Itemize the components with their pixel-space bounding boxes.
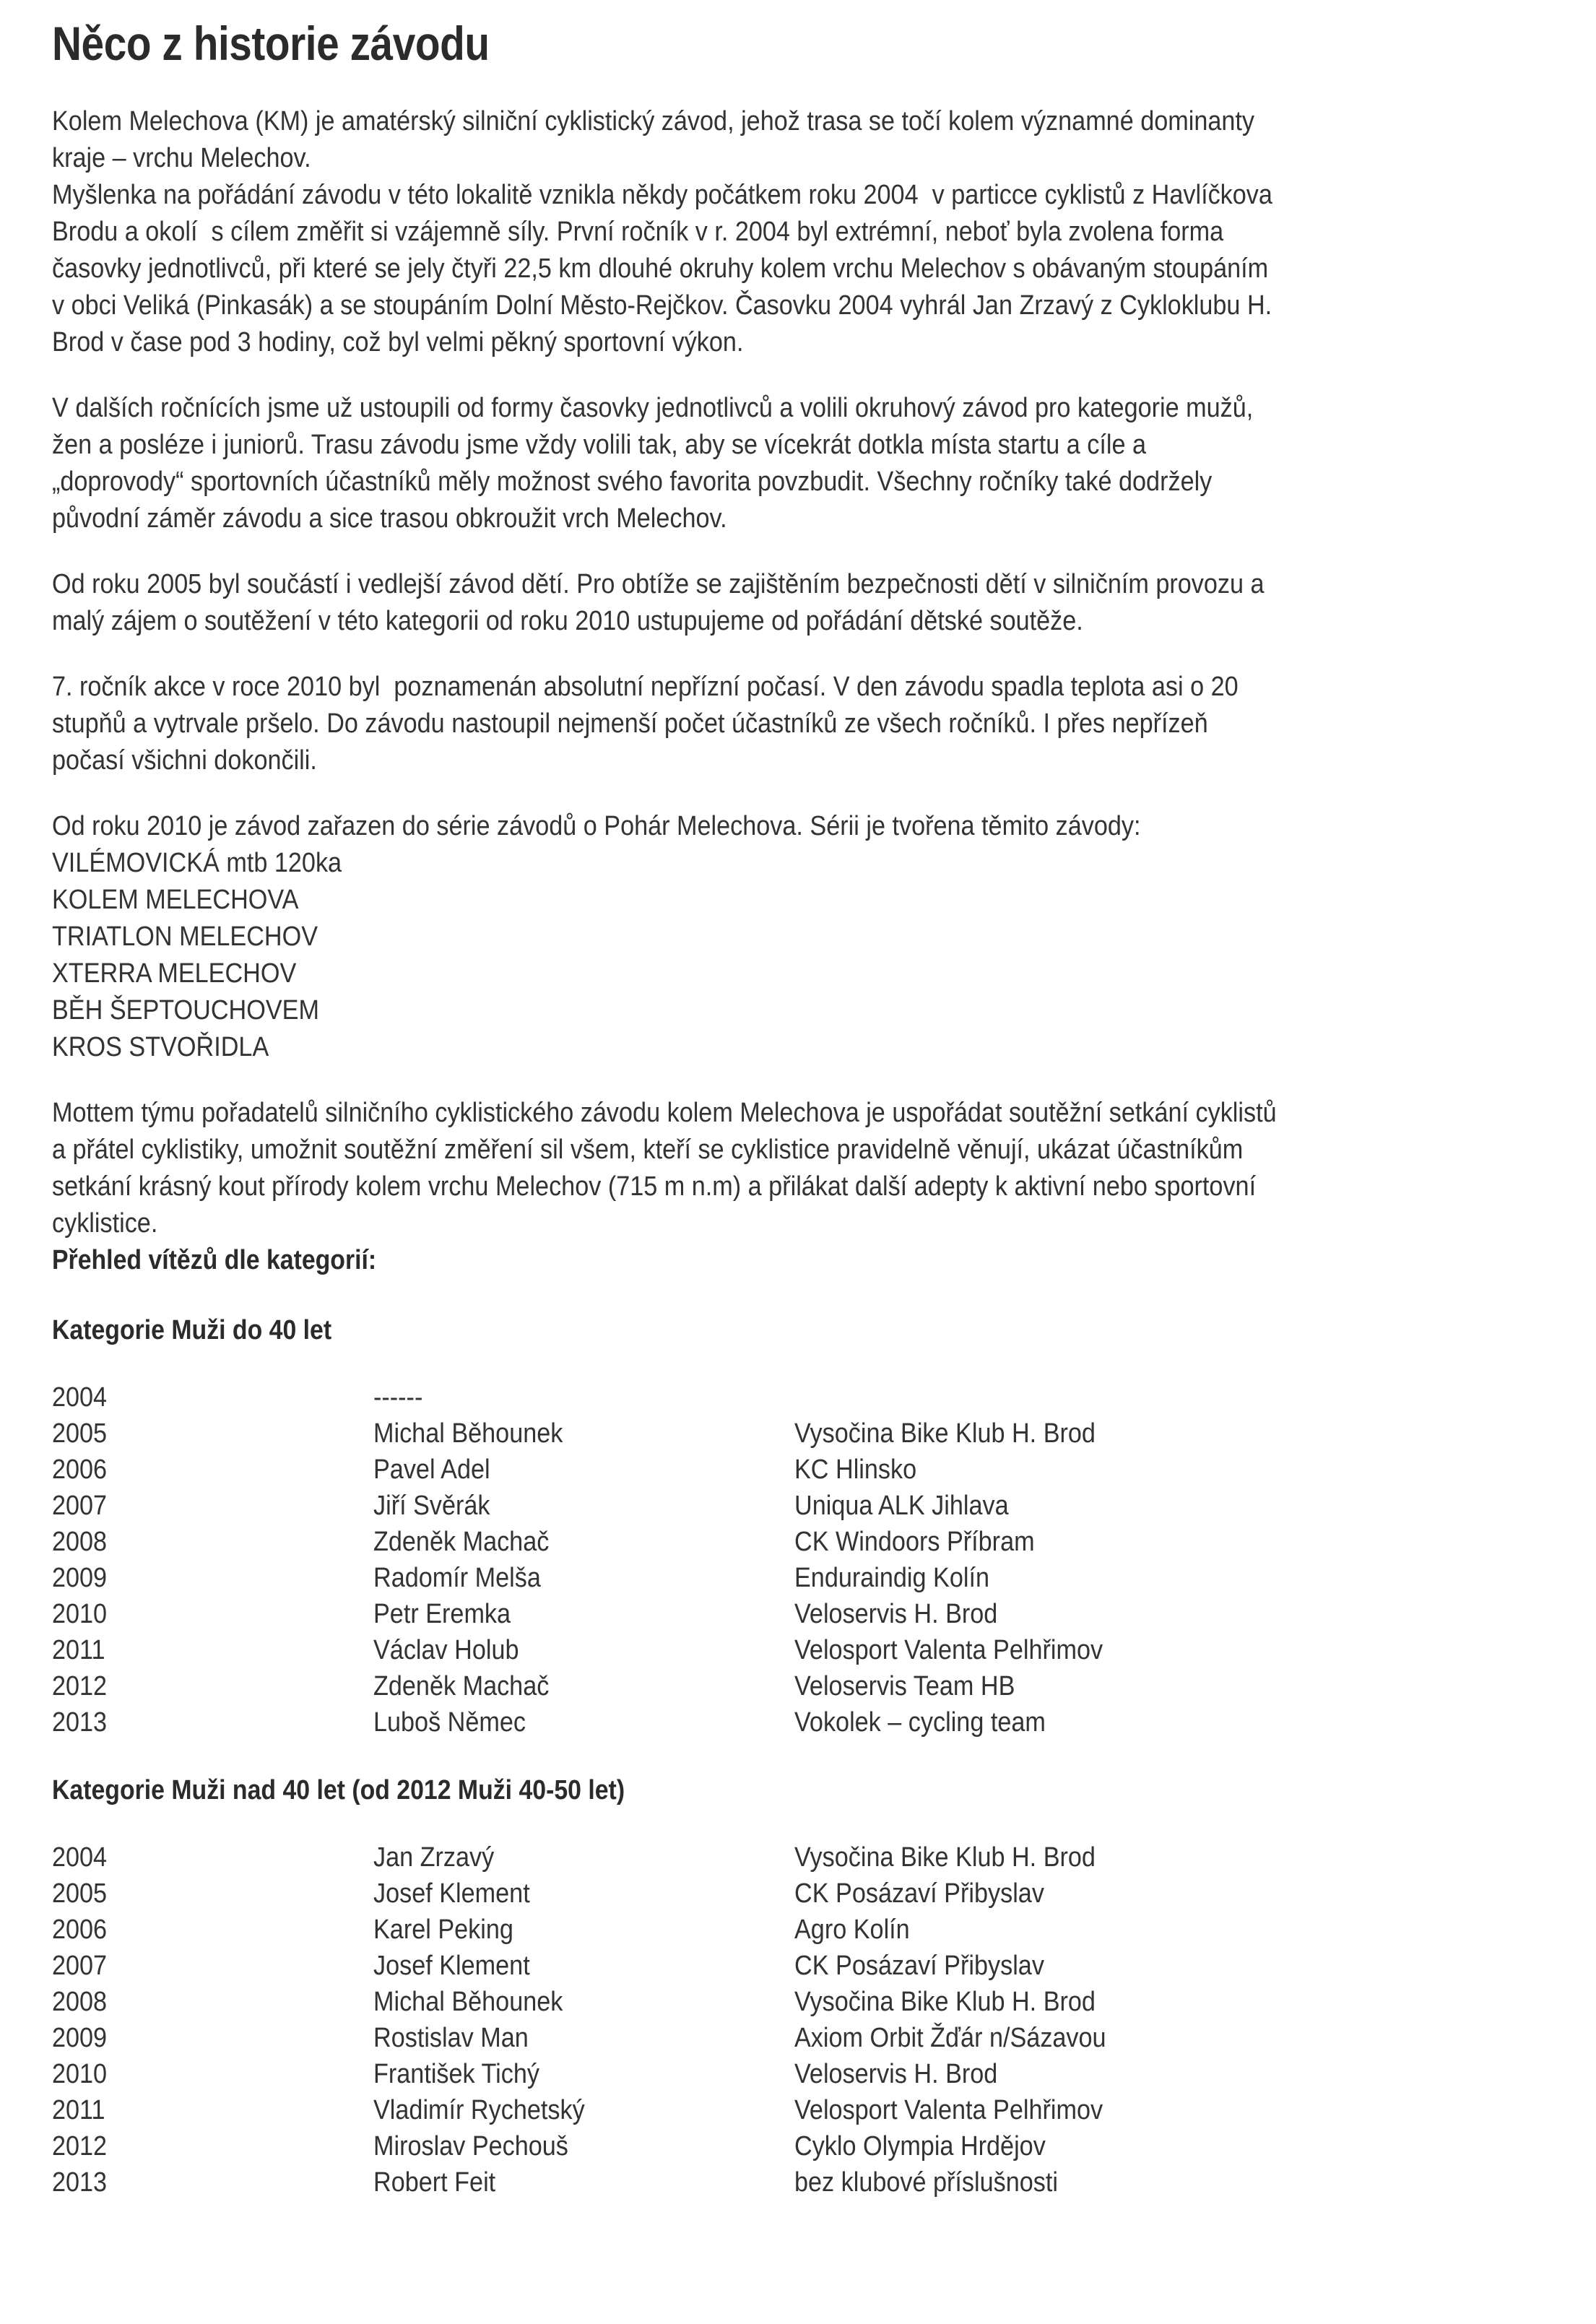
cell-year (52, 1984, 373, 2020)
table-row (52, 2164, 1280, 2201)
table-row (52, 2128, 1280, 2164)
cell-winner-name (373, 2020, 794, 2056)
list-item: VILÉMOVICKÁ mtb 120ka (52, 848, 342, 879)
cell-club (794, 1912, 1280, 1948)
cell-winner-name-text: Vladimír Rychetský (373, 2095, 585, 2126)
cell-winner-name (373, 1452, 794, 1488)
cell-winner-name (373, 1984, 794, 2020)
results-table-body (52, 1379, 1280, 1740)
cell-club (794, 2128, 1280, 2164)
table-row (52, 2056, 1280, 2092)
cell-club (794, 1415, 1280, 1452)
cell-winner-name-text: Josef Klement (373, 1878, 530, 1909)
text-line: časovky jednotlivců, při které se jely čtyři 22,5 km dlouhé okruhy kolem vrchu Melechov s obávaným stoupáním (52, 253, 1269, 285)
cell-winner-name-text: Jiří Svěrák (373, 1491, 490, 1522)
cell-year-text: 2008 (52, 1987, 108, 2018)
cell-winner-name-text: Michal Běhounek (373, 1987, 563, 2018)
text-line: Brod v čase pod 3 hodiny, což byl velmi pěkný sportovní výkon. (52, 327, 744, 358)
cell-winner-name (373, 1876, 794, 1912)
text-line: V dalších ročnících jsme už ustoupili od formy časovky jednotlivců a volili okruhový závod pro kategorie mužů, (52, 393, 1254, 424)
cell-club-text: Vokolek – cycling team (794, 1707, 1046, 1738)
cell-year (52, 1596, 373, 1632)
cell-winner-name-text: Zdeněk Machač (373, 1671, 550, 1702)
cell-winner-name-text: ------ (373, 1382, 423, 1413)
table-row (52, 1379, 1280, 1415)
cell-club-text: Axiom Orbit Žďár n/Sázavou (794, 2023, 1106, 2054)
cell-winner-name-text: Luboš Němec (373, 1707, 526, 1738)
cell-winner-name-text: Zdeněk Machač (373, 1527, 550, 1558)
cell-year (52, 1415, 373, 1452)
table-row (52, 1668, 1280, 1704)
paragraph-children-race (52, 566, 1384, 640)
cell-year (52, 1876, 373, 1912)
text-line: žen a posléze i juniorů. Trasu závodu jsme vždy volili tak, aby se vícekrát dotkla místa startu a cíle a (52, 430, 1146, 461)
cell-club (794, 1452, 1280, 1488)
text-line: setkání krásný kout přírody kolem vrchu Melechov (715 m n.m) a přilákat další adepty k aktivní nebo sportovní (52, 1171, 1257, 1202)
cell-winner-name-text: Radomír Melša (373, 1563, 541, 1594)
list-item: KOLEM MELECHOVA (52, 885, 299, 916)
table-row (52, 1839, 1280, 1876)
cell-year-text: 2012 (52, 1671, 108, 1702)
list-item: XTERRA MELECHOV (52, 958, 297, 989)
cell-winner-name-text: Jan Zrzavý (373, 1842, 495, 1873)
cell-year (52, 1704, 373, 1740)
cell-club-text: KC Hlinsko (794, 1454, 917, 1486)
table-row (52, 1524, 1280, 1560)
cell-year (52, 2020, 373, 2056)
list-item: BĚH ŠEPTOUCHOVEM (52, 995, 319, 1026)
cell-club (794, 2164, 1280, 2201)
text-line: Myšlenka na pořádání závodu v této lokalitě vznikla někdy počátkem roku 2004 v particce cyklistů z Havlíčkova (52, 180, 1272, 211)
cell-club-text: Agro Kolín (794, 1915, 910, 1946)
cell-club (794, 2056, 1280, 2092)
cell-club (794, 1379, 1280, 1415)
cell-year (52, 1839, 373, 1876)
cell-winner-name (373, 1839, 794, 1876)
cell-club (794, 1876, 1280, 1912)
text-line: „doprovody“ sportovních účastníků měly možnost svého favorita povzbudit. Všechny ročníky také dodržely (52, 467, 1213, 498)
cell-year (52, 2128, 373, 2164)
cell-club (794, 1560, 1280, 1596)
cell-year (52, 2092, 373, 2128)
paragraph-intro (52, 103, 1384, 361)
cell-club-text: Velosport Valenta Pelhřimov (794, 2095, 1103, 2126)
cell-year-text: 2006 (52, 1454, 108, 1486)
table-row (52, 2020, 1280, 2056)
cell-winner-name (373, 1560, 794, 1596)
cell-club (794, 1704, 1280, 1740)
cell-year-text: 2007 (52, 1491, 108, 1522)
paragraph-motto (52, 1095, 1384, 1242)
text-line: v obci Veliká (Pinkasák) a se stoupáním Dolní Město-Rejčkov. Časovku 2004 vyhrál Jan Zrzavý z Cykloklubu H. (52, 290, 1272, 321)
cell-year (52, 1560, 373, 1596)
table-row (52, 1876, 1280, 1912)
text-line: kraje – vrchu Melechov. (52, 143, 311, 174)
cell-club-text: Uniqua ALK Jihlava (794, 1491, 1009, 1522)
cell-club-text: CK Posázaví Přibyslav (794, 1878, 1044, 1909)
cell-year (52, 1668, 373, 1704)
text-line: stupňů a vytrvale pršelo. Do závodu nastoupil nejmenší počet účastníků ze všech ročníků. I přes nepřízeň (52, 708, 1208, 740)
winners-section (52, 1312, 1531, 2201)
cell-winner-name (373, 1596, 794, 1632)
cell-club (794, 1984, 1280, 2020)
cell-year (52, 1488, 373, 1524)
text-line: Mottem týmu pořadatelů silničního cyklistického závodu kolem Melechova je uspořádat soutěžní setkání cyklistů (52, 1098, 1277, 1129)
cell-club (794, 1668, 1280, 1704)
cell-winner-name (373, 1704, 794, 1740)
cell-club-text: Veloservis H. Brod (794, 1599, 998, 1630)
cell-winner-name (373, 2128, 794, 2164)
table-row (52, 1415, 1280, 1452)
text-line: a přátel cyklistiky, umožnit soutěžní změření sil všem, kteří se cyklistice pravidelně věnují, ukázat účastníkům (52, 1135, 1244, 1166)
cell-club-text: Velosport Valenta Pelhřimov (794, 1635, 1103, 1666)
text-line: 7. ročník akce v roce 2010 byl poznamenán absolutní nepřízní počasí. V den závodu spadla teplota asi o 20 (52, 672, 1239, 703)
cell-club-text: Vysočina Bike Klub H. Brod (794, 1842, 1096, 1873)
series-intro: Od roku 2010 je závod zařazen do série závodů o Pohár Melechova. Sérii je tvořena těmito závody: (52, 811, 1141, 842)
cell-club-text: Vysočina Bike Klub H. Brod (794, 1418, 1096, 1449)
cell-year-text: 2012 (52, 2131, 108, 2162)
text-line: Brodu a okolí s cílem změřit si vzájemně síly. První ročník v r. 2004 byl extrémní, neboť byla zvolena forma (52, 217, 1224, 248)
cell-winner-name (373, 1488, 794, 1524)
text-line: počasí všichni dokončili. (52, 745, 317, 776)
cell-year-text: 2006 (52, 1915, 108, 1946)
page-title: Něco z historie závodu (52, 17, 490, 70)
cell-winner-name-text: Michal Běhounek (373, 1418, 563, 1449)
cell-winner-name-text: Rostislav Man (373, 2023, 529, 2054)
paragraph-later-years (52, 390, 1384, 537)
cell-club (794, 1488, 1280, 1524)
cell-year (52, 1632, 373, 1668)
cell-club-text: Enduraindig Kolín (794, 1563, 989, 1594)
cell-year-text: 2009 (52, 1563, 108, 1594)
table-row (52, 1912, 1280, 1948)
category-heading-men-over-40: Kategorie Muži nad 40 let (od 2012 Muži 40-50 let) (52, 1775, 625, 1806)
cell-club (794, 1948, 1280, 1984)
cell-year-text: 2009 (52, 2023, 108, 2054)
series-block (52, 808, 1531, 1066)
cell-club-text: CK Windoors Příbram (794, 1527, 1035, 1558)
results-table-men-under-40 (52, 1379, 1280, 1740)
cell-year-text: 2011 (52, 2095, 105, 2126)
table-row (52, 2092, 1280, 2128)
table-row (52, 1452, 1280, 1488)
cell-winner-name-text: Petr Eremka (373, 1599, 511, 1630)
cell-year (52, 1912, 373, 1948)
cell-winner-name-text: Miroslav Pechouš (373, 2131, 568, 2162)
cell-club-text: Veloservis Team HB (794, 1671, 1015, 1702)
table-row (52, 1488, 1280, 1524)
cell-winner-name-text: Robert Feit (373, 2167, 496, 2198)
winners-overview-heading: Přehled vítězů dle kategorií: (52, 1245, 377, 1276)
cell-club-text: Veloservis H. Brod (794, 2059, 998, 2090)
cell-year (52, 2056, 373, 2092)
cell-year-text: 2013 (52, 1707, 108, 1738)
cell-year-text: 2004 (52, 1842, 108, 1873)
cell-winner-name (373, 1379, 794, 1415)
cell-club (794, 1632, 1280, 1668)
cell-year-text: 2005 (52, 1878, 108, 1909)
table-row (52, 1632, 1280, 1668)
cell-winner-name (373, 2056, 794, 2092)
list-item: KROS STVOŘIDLA (52, 1032, 269, 1063)
table-row (52, 1704, 1280, 1740)
cell-year (52, 1524, 373, 1560)
article-body (52, 103, 1531, 1242)
cell-club-text: bez klubové příslušnosti (794, 2167, 1059, 2198)
cell-winner-name (373, 1632, 794, 1668)
text-line: cyklistice. (52, 1208, 158, 1239)
table-row (52, 1596, 1280, 1632)
cell-club-text: CK Posázaví Přibyslav (794, 1951, 1044, 1982)
cell-winner-name (373, 1912, 794, 1948)
cell-winner-name (373, 1948, 794, 1984)
cell-year (52, 1452, 373, 1488)
cell-winner-name-text: František Tichý (373, 2059, 539, 2090)
cell-year (52, 1948, 373, 1984)
cell-club (794, 1596, 1280, 1632)
cell-club (794, 2092, 1280, 2128)
cell-winner-name (373, 2164, 794, 2201)
cell-winner-name (373, 1668, 794, 1704)
category-heading-men-under-40: Kategorie Muži do 40 let (52, 1315, 332, 1346)
cell-year-text: 2005 (52, 1418, 108, 1449)
cell-year-text: 2013 (52, 2167, 108, 2198)
cell-year-text: 2007 (52, 1951, 108, 1982)
cell-year-text: 2008 (52, 1527, 108, 1558)
cell-club-text: Vysočina Bike Klub H. Brod (794, 1987, 1096, 2018)
cell-club (794, 1524, 1280, 1560)
cell-winner-name-text: Pavel Adel (373, 1454, 490, 1486)
text-line: Od roku 2005 byl součástí i vedlejší závod dětí. Pro obtíže se zajištěním bezpečnosti dětí v silničním provozu a (52, 569, 1265, 600)
cell-club (794, 1839, 1280, 1876)
list-item: TRIATLON MELECHOV (52, 922, 318, 953)
table-row (52, 1984, 1280, 2020)
cell-year-text: 2010 (52, 2059, 108, 2090)
series-race-list (52, 845, 1531, 1066)
cell-winner-name-text: Karel Peking (373, 1915, 513, 1946)
cell-winner-name (373, 1524, 794, 1560)
cell-year (52, 2164, 373, 2201)
results-table-men-over-40 (52, 1839, 1280, 2201)
cell-club-text: Cyklo Olympia Hrdějov (794, 2131, 1046, 2162)
table-row (52, 1948, 1280, 1984)
cell-year-text: 2004 (52, 1382, 108, 1413)
cell-winner-name-text: Josef Klement (373, 1951, 530, 1982)
text-line: původní záměr závodu a sice trasou obkroužit vrch Melechov. (52, 503, 727, 534)
cell-winner-name-text: Václav Holub (373, 1635, 519, 1666)
results-table-body (52, 1839, 1280, 2201)
text-line: malý zájem o soutěžení v této kategorii od roku 2010 ustupujeme od pořádání dětské soutěže. (52, 606, 1083, 637)
cell-winner-name (373, 1415, 794, 1452)
cell-winner-name (373, 2092, 794, 2128)
cell-year-text: 2011 (52, 1635, 105, 1666)
cell-year (52, 1379, 373, 1415)
cell-club (794, 2020, 1280, 2056)
table-row (52, 1560, 1280, 1596)
paragraph-seventh-edition (52, 669, 1384, 779)
text-line: Kolem Melechova (KM) je amatérský silniční cyklistický závod, jehož trasa se točí kolem významné dominanty (52, 106, 1255, 137)
cell-year-text: 2010 (52, 1599, 108, 1630)
